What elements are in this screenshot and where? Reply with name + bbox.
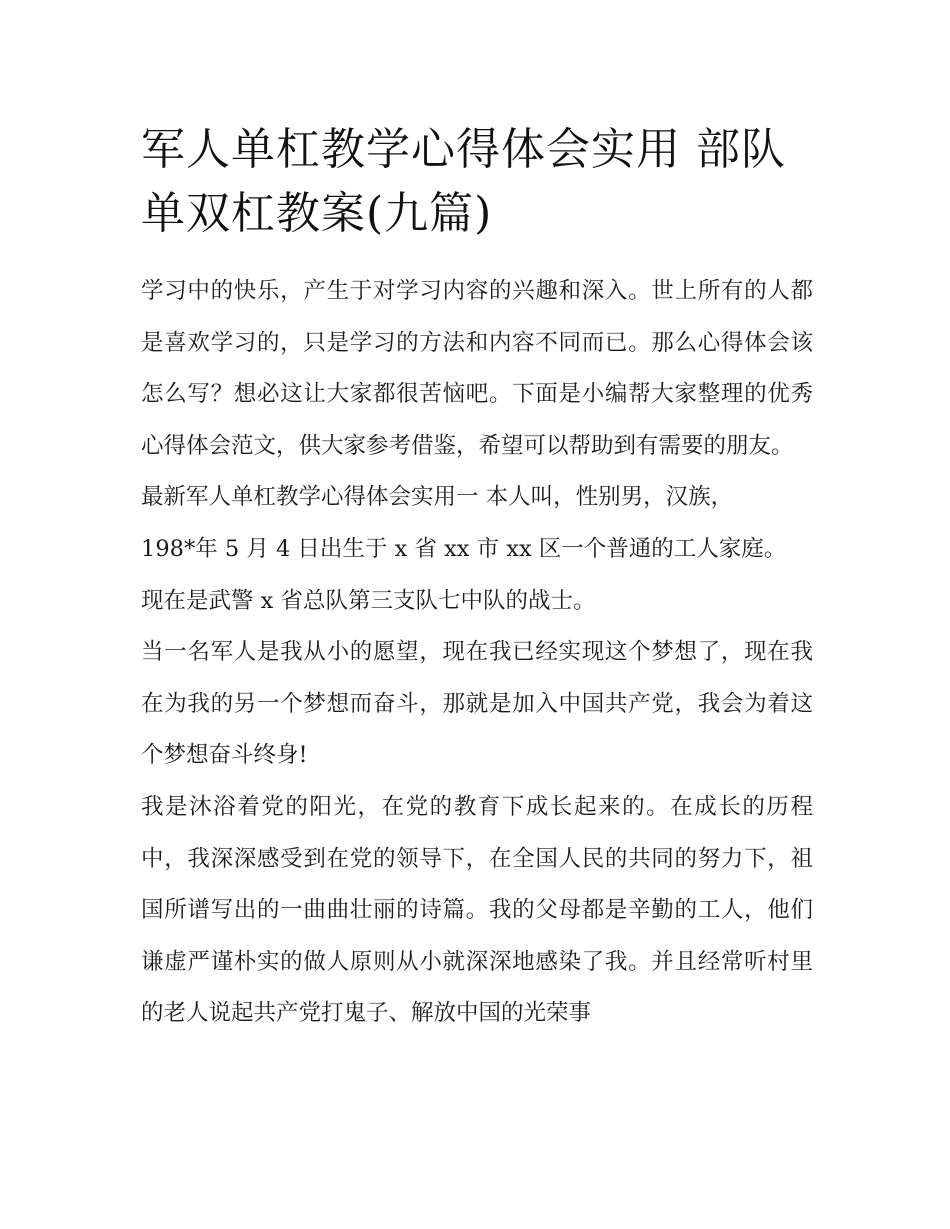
paragraph-intro: 学习中的快乐，产生于对学习内容的兴趣和深入。世上所有的人都是喜欢学习的，只是学习的方法和内容不同而已。那么心得体会该怎么写？想必这让大家都很苦恼吧。下面是小编帮大家整理的优秀心得体会范文，供大家参考借鉴，希望可以帮助到有需要的朋友。: [141, 278, 813, 459]
paragraph-heading-one: 最新军人单杠教学心得体会实用一 本人叫，性别男，汉族，: [141, 484, 734, 511]
document-title: 军人单杠教学心得体会实用 部队单双杠教案(九篇): [141, 124, 786, 239]
paragraph-current-unit: 现在是武警 x 省总队第三支队七中队的战士。: [141, 587, 596, 614]
document-content: [141, 118, 813, 1040]
paragraph-dream: 当一名军人是我从小的愿望，现在我已经实现这个梦想了，现在我在为我的另一个梦想而奋斗，那就是加入中国共产党，我会为着这个梦想奋斗终身!: [141, 639, 813, 769]
paragraph-growth: 我是沐浴着党的阳光，在党的教育下成长起来的。在成长的历程中，我深深感受到在党的领导下，在全国人民的共同的努力下，祖国所谱写出的一曲曲壮丽的诗篇。我的父母都是辛勤的工人，他们谦虚严谨朴实的做人原则从小就深深地感染了我。并且经常听村里的老人说起共产党打鬼子、解放中国的光荣事: [141, 793, 813, 1027]
document-body: [141, 266, 813, 1040]
paragraph-birth-info: 198*年 5 月 4 日出生于 x 省 xx 市 xx 区一个普通的工人家庭。: [141, 535, 787, 562]
